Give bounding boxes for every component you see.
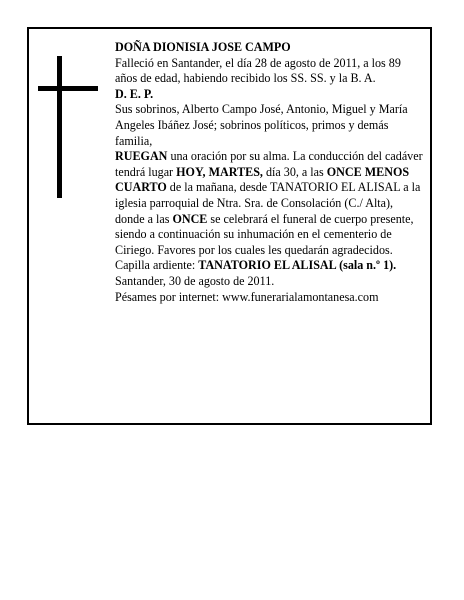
time-once: ONCE	[172, 211, 208, 226]
ceremony-text-3: de la mañana, desde TANATORIO EL ALISAL a la iglesia parroquial de Ntra. Sra. de Consolación (C./ Alta), donde a las	[115, 180, 421, 226]
cross-horizontal-bar	[38, 86, 98, 91]
ceremony-paragraph	[115, 149, 425, 274]
ruegan-word: RUEGAN	[115, 149, 168, 164]
obituary-frame	[27, 27, 432, 425]
place-date: Santander, 30 de agosto de 2011.	[115, 273, 275, 288]
pesames-line: Pésames por internet: www.funerarialamontanesa.com	[115, 289, 379, 304]
deceased-details: Falleció en Santander, el día 28 de agosto de 2011, a los 89 años de edad, habiendo recibido los SS. SS. y la B. A.	[115, 55, 401, 86]
cross-vertical-bar	[57, 56, 62, 198]
ceremony-text-4: se celebrará el funeral de cuerpo presente, siendo a continuación su inhumación en el cementerio de Ciriego. Favores por los cuales les quedarán agradecidos. Capilla ardiente:	[115, 211, 414, 273]
hoy-martes: HOY, MARTES,	[176, 164, 263, 179]
time-once-menos-cuarto: ONCE MENOS CUARTO	[115, 164, 410, 195]
ceremony-text-2: día 30, a las	[262, 164, 327, 179]
deceased-name: DOÑA DIONISIA JOSE CAMPO	[115, 40, 291, 54]
obituary-text	[115, 40, 425, 305]
capilla-ardiente: TANATORIO EL ALISAL (sala n.º 1).	[198, 258, 397, 273]
family-text: Sus sobrinos, Alberto Campo José, Antonio, Miguel y María Angeles Ibáñez José; sobrinos políticos, primos y demás familia,	[115, 102, 408, 148]
dep-line: D. E. P.	[115, 86, 154, 101]
ceremony-text-1: una oración por su alma. La conducción del cadáver tendrá lugar	[115, 149, 423, 179]
